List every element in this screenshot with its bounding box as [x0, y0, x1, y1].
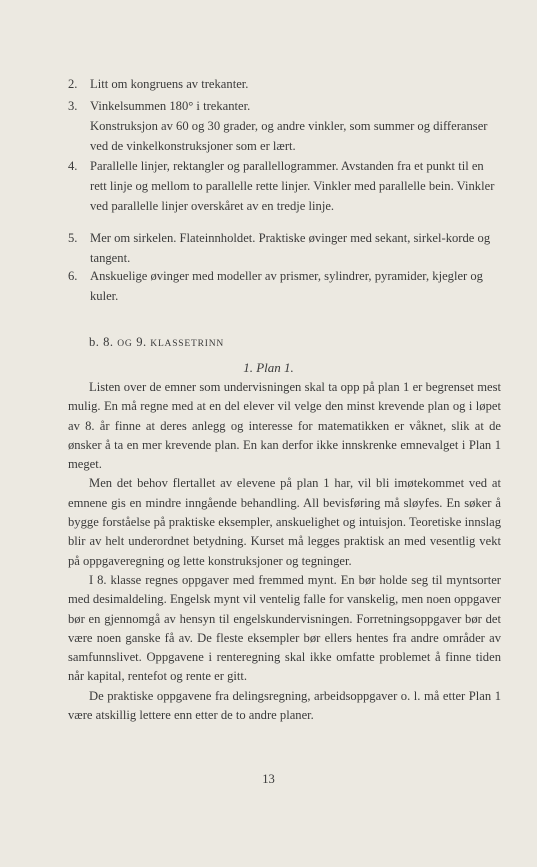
paragraph: De praktiske oppgavene fra delingsregning, arbeidsoppgaver o. l. må etter Plan 1 være atskillig lettere enn etter de to andre planer.	[68, 688, 501, 723]
item-number: 6.	[68, 269, 78, 283]
item-number: 2.	[68, 77, 78, 91]
plan-heading: 1. Plan 1.	[243, 360, 294, 375]
section-label: KLASSETRINN	[150, 339, 225, 349]
item-number: 5.	[68, 231, 78, 245]
item-number: 3.	[68, 99, 78, 113]
section-og: OG	[117, 339, 133, 349]
section-prefix: b. 8.	[89, 335, 114, 349]
item-text: Konstruksjon av 60 og 30 grader, og andre vinkler, som summer og differanser ved de vinkelkonstruksjoner som er lært.	[90, 119, 488, 153]
list-item	[68, 156, 500, 216]
paragraph: Men det behov flertallet av elevene på plan 1 har, vil bli imøtekommet ved at emnene gis en mindre inngående behandling. All bevisføring må sløyfes. En søker å bygge forståelse på praktiske eksempler, anskuelighet og intuisjon. Teoretiske innslag blir av helt underordnet betydning. Kurset må legges praktisk an med vesentlig vekt på oppgaveregning og lette konstruksjoner og tegninger.	[68, 476, 501, 568]
item-text: Anskuelige øvinger med modeller av prismer, sylindrer, pyramider, kjegler og kuler.	[90, 269, 483, 303]
list-item	[68, 74, 500, 94]
page-number: 13	[262, 772, 275, 786]
body-text	[68, 378, 501, 725]
paragraph: I 8. klasse regnes oppgaver med fremmed mynt. En bør holde seg til myntsorter med desimaldeling. Engelsk mynt vil ventelig falle for vanskelig, men noen oppgaver bør en gjennomgå av hensyn til engelskundervisningen. Forretningsoppgaver bør det være noen ganske få av. De fleste eksempler bør ellers hentes fra andre områder av samfunnslivet. Oppgavene i renteregning skal ikke omfatte problemet å finne tiden når kapital, rentefot og rente er gitt.	[68, 572, 501, 684]
item-number: 4.	[68, 159, 78, 173]
section-heading	[89, 332, 224, 354]
section-middle: 9.	[136, 335, 147, 349]
list-item	[68, 96, 500, 156]
paragraph: Listen over de emner som undervisningen skal ta opp på plan 1 er begrenset mest mulig. En må regne med at en del elever vil velge den minst krevende plan og i løpet av 8. år finne at deres anlegg og interesse for matematikken er våknet, slik at de ønsker å ta en mer krevende plan. En kan derfor ikke innskrenke emnevalget i Plan 1 meget.	[68, 380, 501, 472]
list-item	[68, 266, 500, 306]
item-text: Mer om sirkelen. Flateinnholdet. Praktiske øvinger med sekant, sirkel-korde og tangent.	[90, 231, 491, 265]
item-text: Parallelle linjer, rektangler og parallellogrammer. Avstanden fra et punkt til en rett linje og mellom to parallelle rette linjer. Vinkler med parallelle bein. Vinkler ved parallelle linjer overskåret av en tredje linje.	[90, 159, 495, 213]
list-item	[68, 228, 500, 268]
item-text: Vinkelsummen 180° i trekanter.	[90, 99, 251, 113]
item-text: Litt om kongruens av trekanter.	[90, 77, 249, 91]
